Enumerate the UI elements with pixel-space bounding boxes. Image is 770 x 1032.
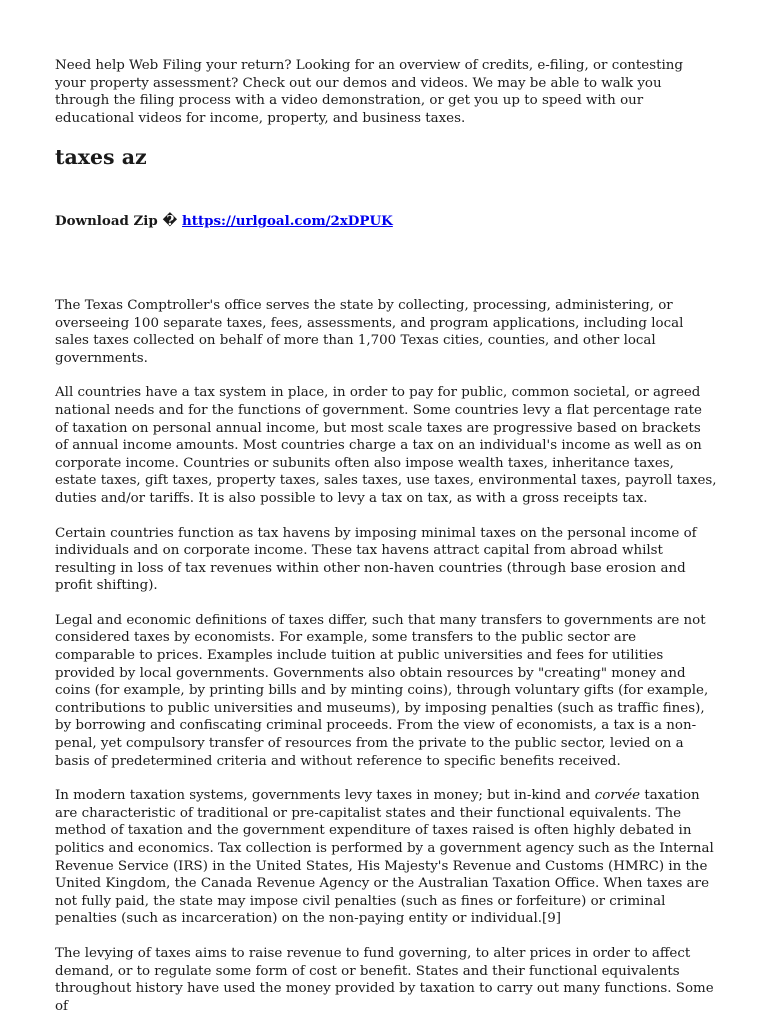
paragraph-modern-taxation-end: taxation are characteristic of traditional or pre-capitalist states and their functional equivalents. The method of taxation and the government expenditure of taxes raised is often highly debated in politics and economics. Tax collection is performed by a government agency such as the Internal Revenue Service (IRS) in the United States, His Majesty's Revenue and Customs (HMRC) in the United Kingdom, the Canada Revenue Agency or the Australian Taxation Office. When taxes are not fully paid, the state may impose civil penalties (such as fines or forfeiture) or criminal penalties (such as incarceration) on the non-paying entity or individual.[9] — [55, 788, 714, 927]
paragraph-comptroller: The Texas Comptroller's office serves the state by collecting, processing, administering, or overseeing 100 separate taxes, fees, assessments, and program applications, including local sales taxes collected on behalf of more than 1,700 Texas cities, counties, and other local governments. — [55, 297, 684, 366]
paragraph-tax-havens: Certain countries function as tax havens by imposing minimal taxes on the personal income of individuals and on corporate income. These tax havens attract capital from abroad whilst resulting in loss of tax revenues within other non-haven countries (through base erosion and profit shifting). — [55, 525, 697, 594]
download-label: Download Zip — [55, 213, 158, 230]
download-link[interactable]: https://urlgoal.com/2xDPUK — [182, 213, 393, 230]
document-page — [55, 57, 717, 1032]
corvee-term: corvée — [594, 788, 641, 804]
page-title: taxes az — [55, 145, 147, 170]
intro-paragraph: Need help Web Filing your return? Looking for an overview of credits, e-filing, or contesting your property assessment? Check out our demos and videos. We may be able to walk you through the filing process with a video demonstration, or get you up to speed with our educational videos for income, property, and business taxes. — [55, 58, 683, 126]
download-line — [55, 213, 717, 231]
paragraph-levying: The levying of taxes aims to raise revenue to fund governing, to alter prices in order to affect demand, or to regulate some form of cost or benefit. States and their functional equivalents throughout history have used the money provided by taxation to carry out many functions. Some of — [55, 945, 714, 1014]
paragraph-modern-taxation — [55, 787, 717, 928]
paragraph-modern-taxation-start: In modern taxation systems, governments levy taxes in money; but in-kind and — [55, 788, 595, 804]
paragraph-definitions: Legal and economic definitions of taxes differ, such that many transfers to governments are not considered taxes by economists. For example, some transfers to the public sector are comparable to prices. Examples include tuition at public universities and fees for utilities provided by local governments. Governments also obtain resources by "creating" money and coins (for example, by printing bills and by minting coins), through voluntary gifts (for example, contributions to public universities and museums), by imposing penalties (such as traffic fines), by borrowing and confiscating criminal proceeds. From the view of economists, a tax is a non-penal, yet compulsory transfer of resources from the private to the public sector, levied on a basis of predetermined criteria and without reference to specific benefits received. — [55, 612, 709, 769]
paragraph-tax-systems: All countries have a tax system in place, in order to pay for public, common societal, or agreed national needs and for the functions of government. Some countries levy a flat percentage rate of taxation on personal annual income, but most scale taxes are progressive based on brackets of annual income amounts. Most countries charge a tax on an individual's income as well as on corporate income. Countries or subunits often also impose wealth taxes, inheritance taxes, estate taxes, gift taxes, property taxes, sales taxes, use taxes, environmental taxes, payroll taxes, duties and/or tariffs. It is also possible to levy a tax on tax, as with a gross receipts tax. — [55, 385, 717, 506]
download-arrow-icon: � — [162, 213, 178, 230]
spacer — [55, 231, 717, 297]
